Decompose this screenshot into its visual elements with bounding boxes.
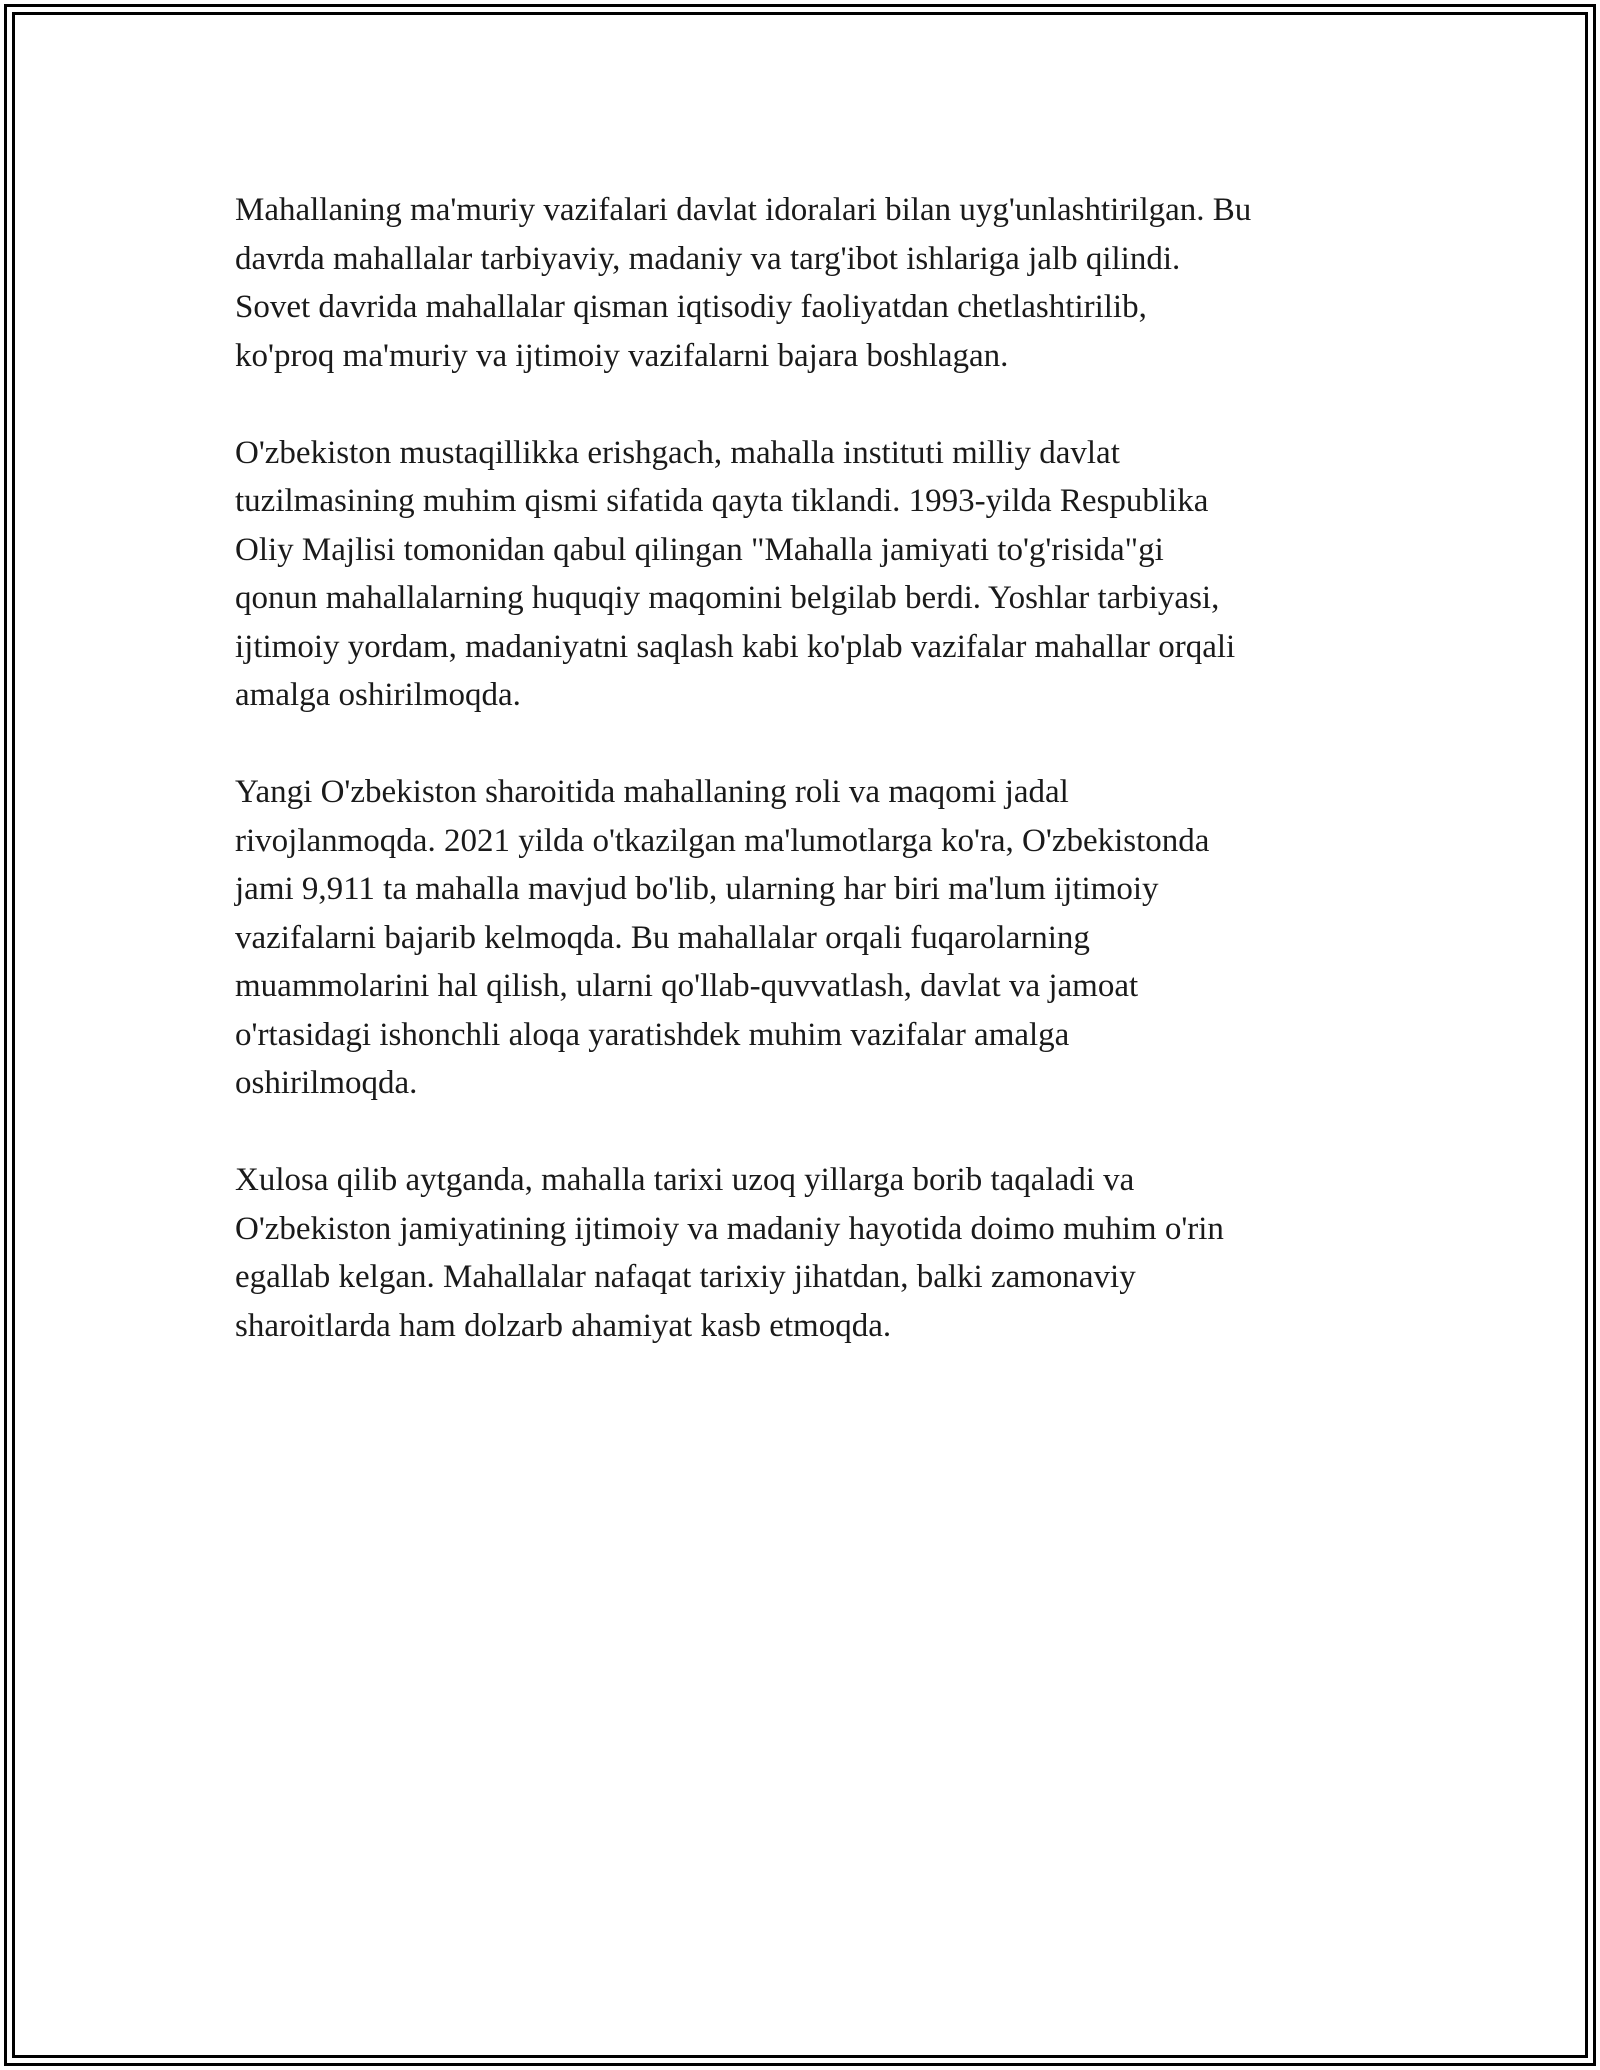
text-line: Oliy Majlisi tomonidan qabul qilingan "Mahalla jamiyati to'g'risida"gi xyxy=(235,531,1164,568)
text-line: tuzilmasining muhim qismi sifatida qayta tiklandi. 1993-yilda Respublika xyxy=(235,483,1209,519)
paragraph-3 xyxy=(235,768,1395,1108)
text-line: Sovet davrida mahallalar qisman iqtisodiy faoliyatdan chetlashtirilib, xyxy=(235,289,1147,325)
text-line: egallab kelgan. Mahallalar nafaqat tarixiy jihatdan, balki zamonaviy xyxy=(235,1259,1136,1295)
text-line: muammolarini hal qilish, ularni qo'llab-quvvatlash, davlat va jamoat xyxy=(235,968,1139,1004)
text-line: qonun mahallalarning huquqiy maqomini belgilab berdi. Yoshlar tarbiyasi, xyxy=(235,580,1220,616)
text-line: Yangi O'zbekiston sharoitida mahallaning roli va maqomi jadal xyxy=(235,774,1069,810)
text-line: Mahallaning ma'muriy vazifalari davlat idoralari bilan uyg'unlashtirilgan. Bu xyxy=(235,192,1252,228)
text-line: O'zbekiston jamiyatining ijtimoiy va madaniy hayotida doimo muhim o'rin xyxy=(235,1210,1224,1247)
text-line: ko'proq ma'muriy va ijtimoiy vazifalarni bajara boshlagan. xyxy=(235,337,1009,374)
text-line: jami 9,911 ta mahalla mavjud bo'lib, ularning har biri ma'lum ijtimoiy xyxy=(235,871,1159,907)
paragraph-2 xyxy=(235,429,1395,720)
document-body xyxy=(235,186,1395,1399)
text-line: vazifalarni bajarib kelmoqda. Bu mahallalar orqali fuqarolarning xyxy=(235,919,1090,956)
text-line: ijtimoiy yordam, madaniyatni saqlash kabi ko'plab vazifalar mahallar orqali xyxy=(235,628,1236,665)
paragraph-4 xyxy=(235,1156,1395,1350)
text-line: Xulosa qilib aytganda, mahalla tarixi uzoq yillarga borib taqaladi va xyxy=(235,1162,1135,1198)
text-line: sharoitlarda ham dolzarb ahamiyat kasb etmoqda. xyxy=(235,1307,892,1344)
text-line: oshirilmoqda. xyxy=(235,1065,418,1101)
paragraph-1 xyxy=(235,186,1395,380)
text-line: rivojlanmoqda. 2021 yilda o'tkazilgan ma'lumotlarga ko'ra, O'zbekistonda xyxy=(235,822,1210,859)
text-line: davrda mahallalar tarbiyaviy, madaniy va targ'ibot ishlariga jalb qilindi. xyxy=(235,240,1181,277)
text-line: O'zbekiston mustaqillikka erishgach, mahalla instituti milliy davlat xyxy=(235,434,1120,471)
text-line: amalga oshirilmoqda. xyxy=(235,677,521,713)
text-line: o'rtasidagi ishonchli aloqa yaratishdek muhim vazifalar amalga xyxy=(235,1016,1070,1053)
